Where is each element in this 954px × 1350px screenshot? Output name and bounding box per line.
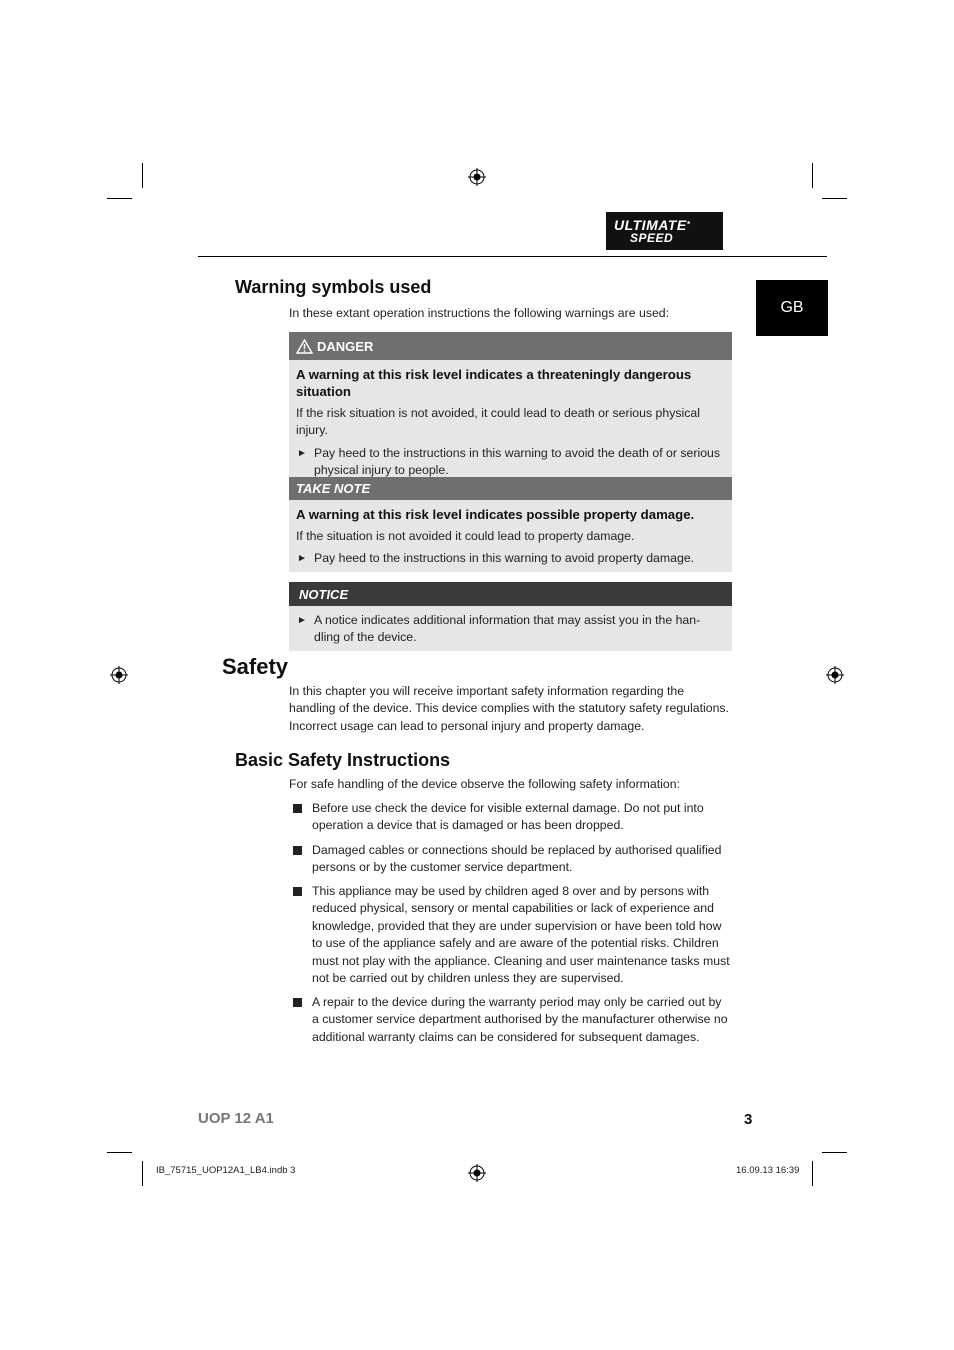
notice-header: NOTICE: [289, 582, 732, 606]
danger-instruction: ► Pay heed to the instructions in this warning to avoid the death of or serious physical injury to people.: [297, 445, 721, 478]
danger-heading: A warning at this risk level indicates a threateningly dangerous situation: [296, 367, 692, 399]
slug-file: IB_75715_UOP12A1_LB4.indb 3: [156, 1165, 296, 1176]
section-title-basic-safety: Basic Safety Instructions: [235, 750, 451, 770]
page-number: 3: [744, 1111, 753, 1128]
take-note-header: TAKE NOTE: [289, 477, 732, 500]
list-item: This appliance may be used by children aged 8 over and by persons with reduced physical, sensory or mental capabilities or lack of experience and knowledge, provided that they are under supervision or have been told how to use of the appliance safely and are aware of the potential risks. Children must not play with the appliance. Cleaning and user maintenance tasks must not be carried out by children unless they are supervised.: [293, 883, 730, 987]
crop-mark: [142, 163, 143, 188]
registration-mark-icon: [826, 666, 844, 684]
danger-header: [289, 332, 732, 360]
danger-text: If the risk situation is not avoided, it could lead to death or serious physical injury.: [296, 406, 700, 438]
take-note-instruction: ► Pay heed to the instructions in this warning to avoid property damage.: [296, 550, 726, 567]
notice-instruction: ► A notice indicates additional information that may assist you in the han-dling of the device.: [297, 613, 701, 645]
section-title-warning-symbols: Warning symbols used: [235, 277, 432, 297]
crop-mark: [812, 1161, 813, 1186]
take-note-text: If the situation is not avoided it could lead to property damage.: [296, 529, 635, 543]
list-item: A repair to the device during the warranty period may only be carried out by a customer service department authorised by the manufacturer otherwise no additional warranty claims can be considered for subsequent damages.: [293, 994, 730, 1046]
arrow-icon: ►: [297, 553, 307, 565]
registration-mark-icon: [468, 168, 486, 186]
bullet-square-icon: [293, 998, 302, 1007]
take-note-heading: A warning at this risk level indicates possible property damage.: [296, 507, 695, 522]
take-note-box: [289, 477, 732, 572]
crop-mark: [107, 1152, 132, 1153]
brand-logo: ULTIMATE* SPEED: [606, 212, 723, 250]
warning-triangle-icon: [296, 339, 313, 354]
crop-mark: [107, 198, 132, 199]
crop-mark: [822, 1152, 847, 1153]
basic-safety-intro: For safe handling of the device observe the following safety information:: [289, 777, 680, 791]
footer-model: UOP 12 A1: [198, 1110, 274, 1127]
language-tab: GB: [756, 280, 828, 336]
safety-intro: In this chapter you will receive important safety information regarding the handling of the device. This device complies with the statutory safety regulations. Incorrect usage can lead to personal injury and property damage.: [289, 684, 729, 733]
crop-mark: [812, 163, 813, 188]
crop-mark: [822, 198, 847, 199]
list-item: Damaged cables or connections should be replaced by authorised qualified persons or by the customer service department.: [293, 842, 730, 877]
crop-mark: [142, 1161, 143, 1186]
warning-intro: In these extant operation instructions the following warnings are used:: [289, 306, 670, 320]
bullet-square-icon: [293, 804, 302, 813]
slug-date: 16.09.13 16:39: [736, 1165, 800, 1176]
header-rule: [198, 256, 827, 257]
arrow-icon: ►: [297, 615, 307, 626]
registration-mark-icon: [110, 666, 128, 684]
notice-box: [289, 582, 732, 651]
arrow-icon: ►: [297, 447, 307, 459]
registration-mark-icon: [468, 1164, 486, 1182]
bullet-square-icon: [293, 887, 302, 896]
section-title-safety: Safety: [222, 654, 289, 679]
list-item: Before use check the device for visible external damage. Do not put into operation a device that is damaged or has been dropped.: [293, 800, 730, 835]
bullet-square-icon: [293, 846, 302, 855]
danger-label: DANGER: [317, 338, 374, 354]
danger-box: [289, 332, 732, 484]
